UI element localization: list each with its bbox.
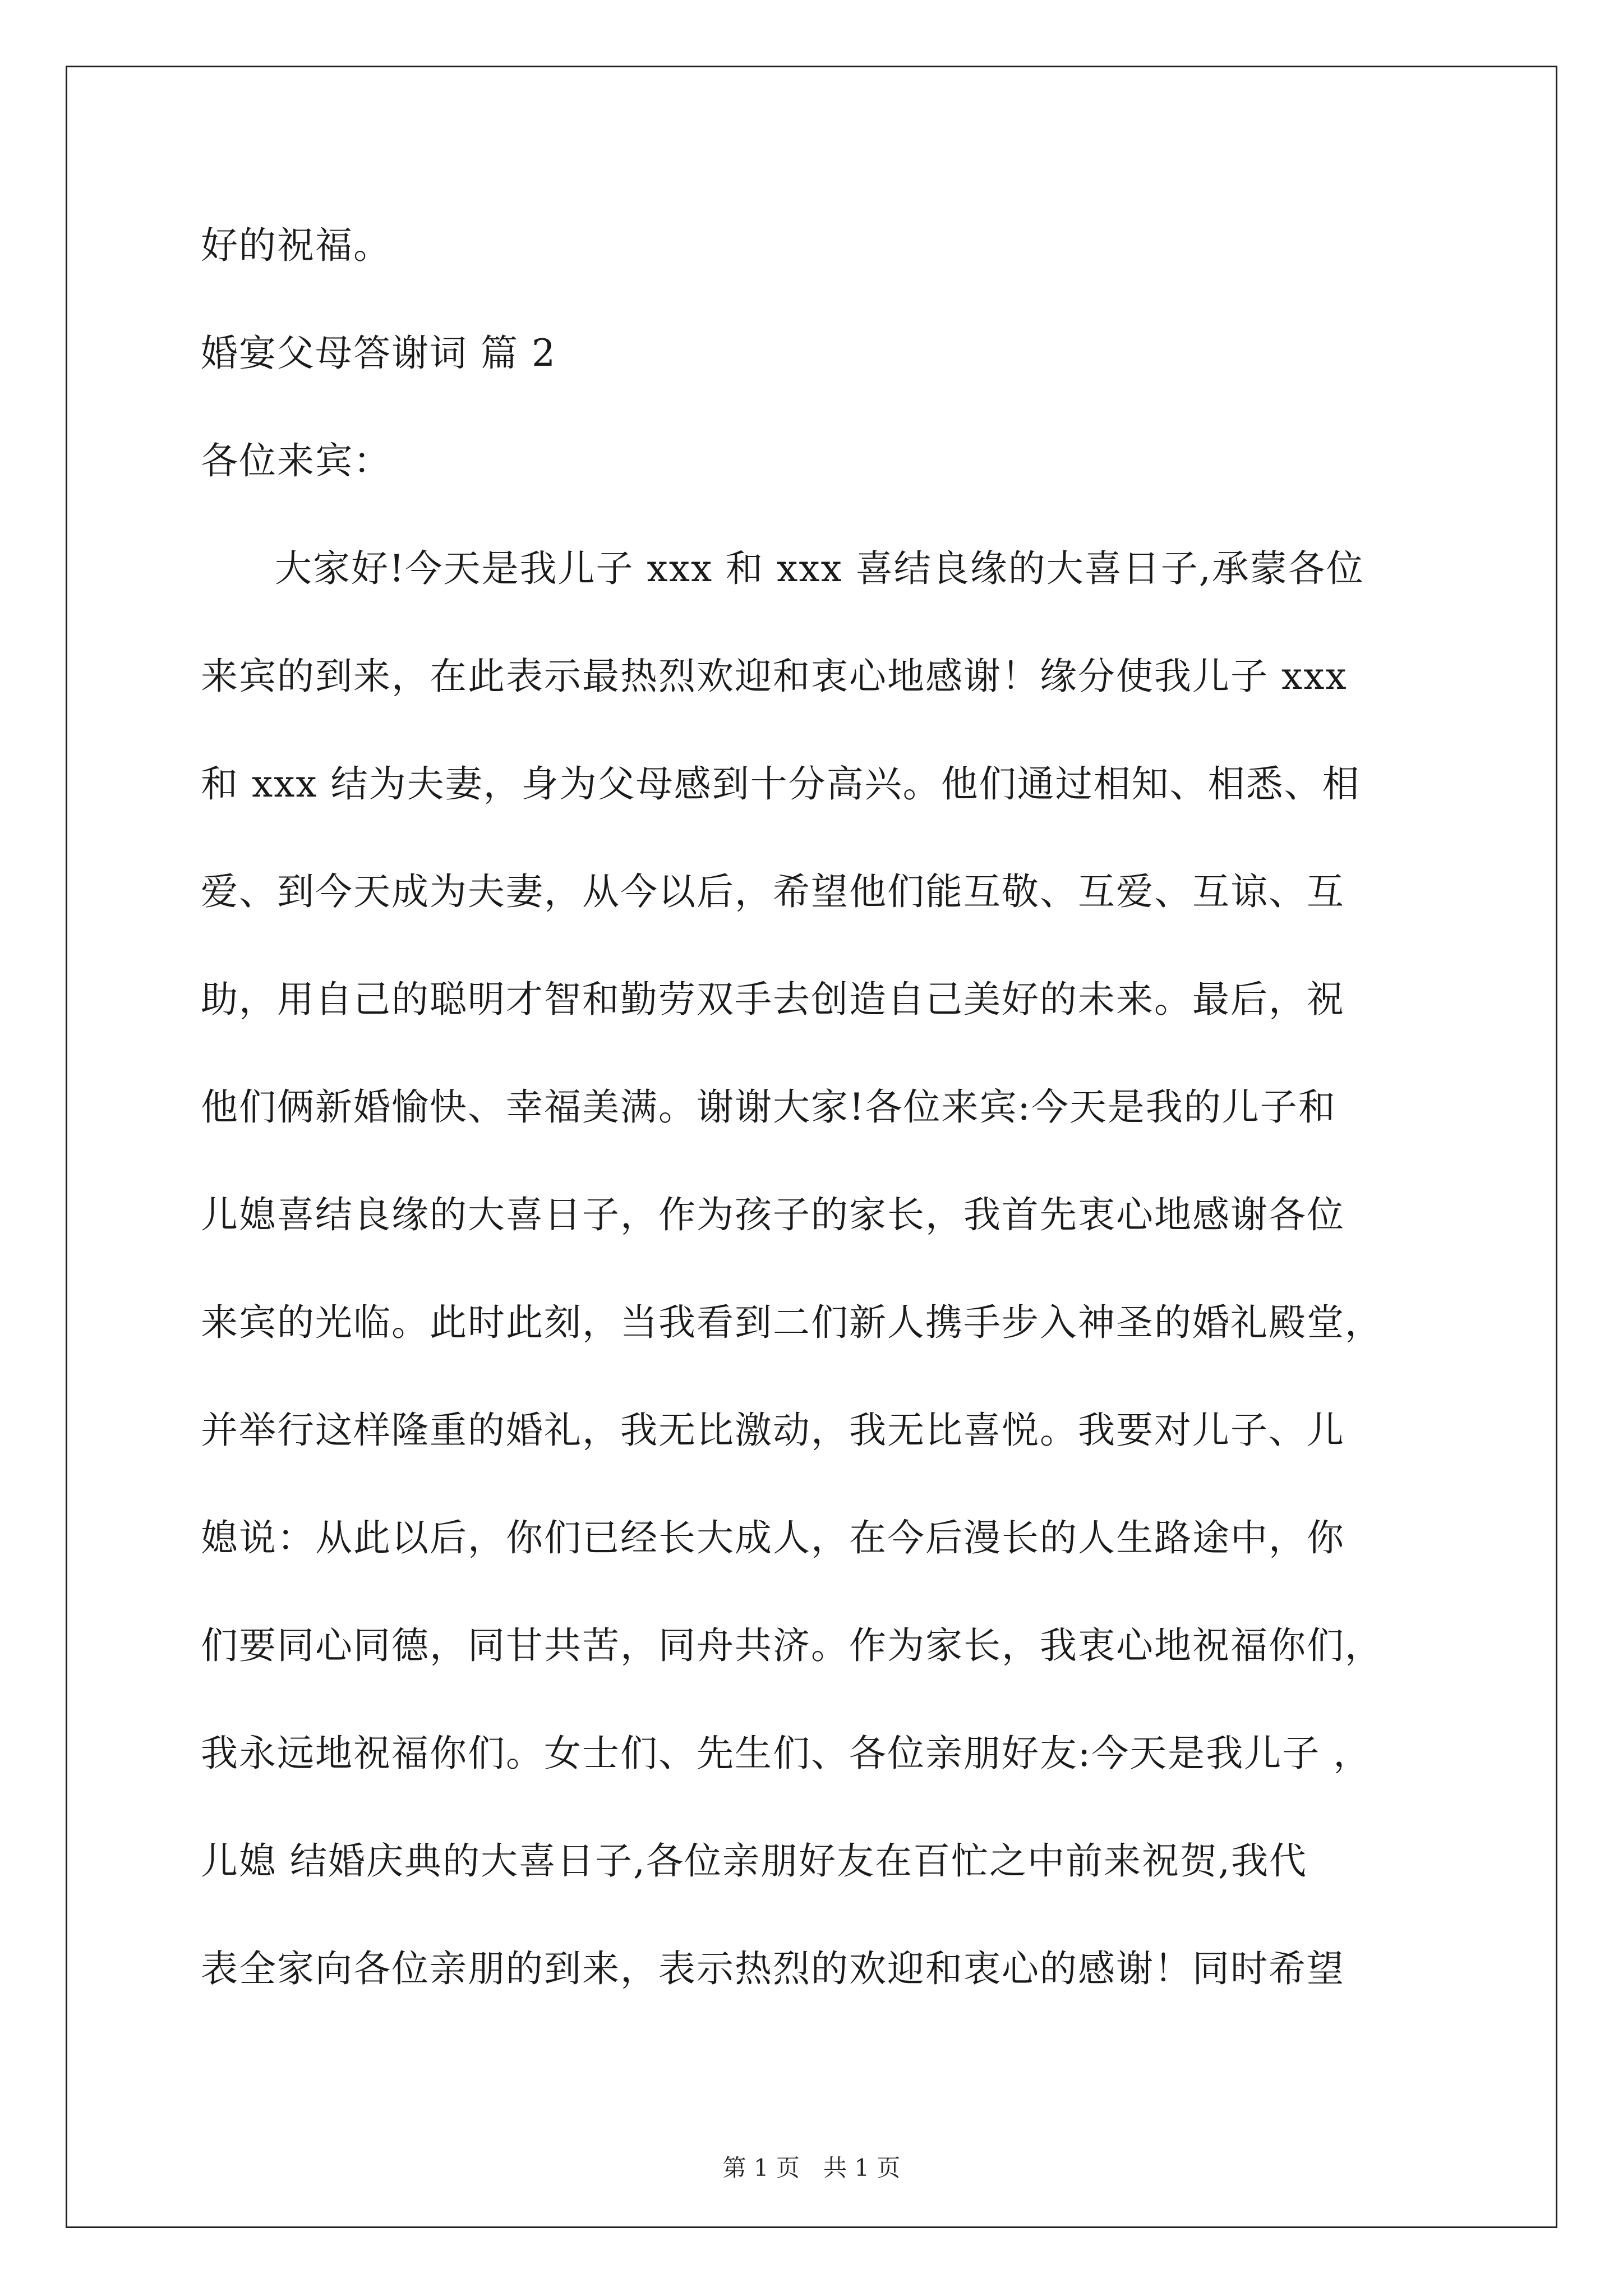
paragraph-line: 儿媳 结婚庆典的大喜日子,各位亲朋好友在百忙之中前来祝贺,我代 xyxy=(201,1839,1307,1883)
paragraph-line: 来宾的到来，在此表示最热烈欢迎和衷心地感谢！缘分使我儿子 xxx xyxy=(201,655,1348,698)
document-body xyxy=(201,219,1429,1996)
paragraph-line: 并举行这样隆重的婚礼，我无比激动，我无比喜悦。我要对儿子、儿 xyxy=(201,1409,1345,1452)
salutation: 各位来宾： xyxy=(201,439,391,482)
paragraph-line: 他们俩新婚愉快、幸福美满。谢谢大家!各位来宾:今天是我的儿子和 xyxy=(201,1085,1336,1129)
paragraph-line: 们要同心同德，同甘共苦，同舟共济。作为家长，我衷心地祝福你们， xyxy=(201,1624,1383,1667)
paragraph-line: 媳说：从此以后，你们已经长大成人，在今后漫长的人生路途中，你 xyxy=(201,1516,1345,1559)
text-line-closing: 好的祝福。 xyxy=(201,224,391,267)
paragraph-line: 和 xxx 结为夫妻，身为父母感到十分高兴。他们通过相知、相悉、相 xyxy=(201,762,1361,806)
paragraph-line: 来宾的光临。此时此刻，当我看到二们新人携手步入神圣的婚礼殿堂， xyxy=(201,1301,1383,1344)
paragraph-line: 爱、到今天成为夫妻，从今以后，希望他们能互敬、互爱、互谅、互 xyxy=(201,870,1345,913)
paragraph-line: 我永远地祝福你们。女士们、先生们、各位亲朋好友:今天是我儿子 ， xyxy=(201,1732,1372,1775)
section-heading: 婚宴父母答谢词 篇 2 xyxy=(201,332,556,375)
paragraph-line: 大家好!今天是我儿子 xxx 和 xxx 喜结良缘的大喜日子,承蒙各位 xyxy=(275,547,1364,590)
paragraph-line: 助，用自己的聪明才智和勤劳双手去创造自己美好的未来。最后，祝 xyxy=(201,978,1345,1021)
page-number: 第 1 页 共 1 页 xyxy=(722,2154,901,2182)
paragraph-line: 儿媳喜结良缘的大喜日子，作为孩子的家长，我首先衷心地感谢各位 xyxy=(201,1193,1345,1236)
paragraph-line: 表全家向各位亲朋的到来，表示热烈的欢迎和衷心的感谢！同时希望 xyxy=(201,1947,1345,1990)
